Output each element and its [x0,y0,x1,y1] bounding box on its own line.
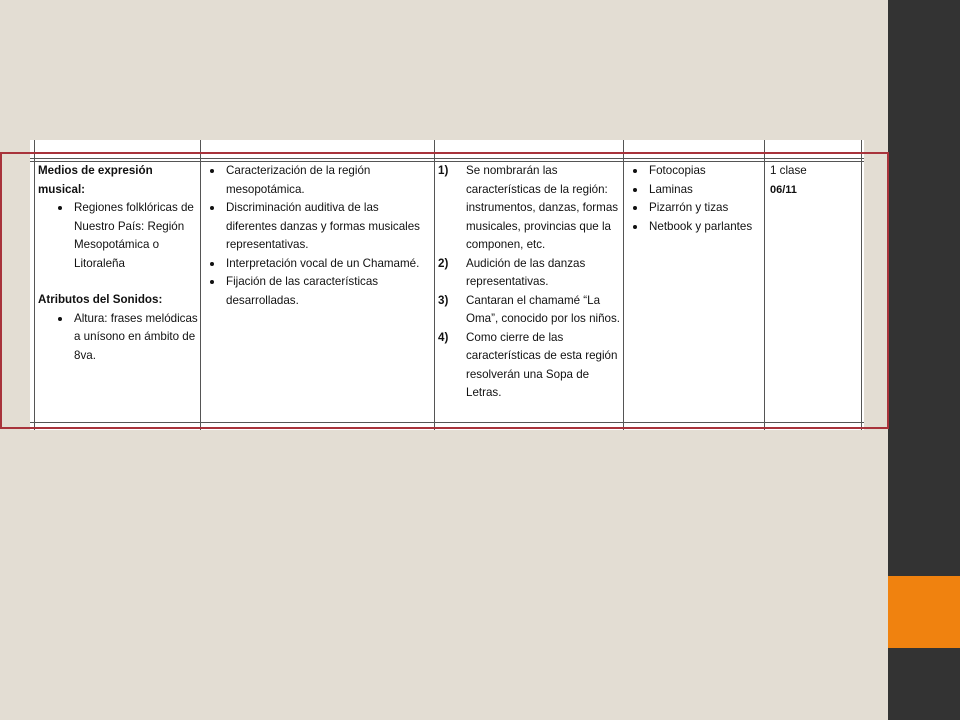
content-item: Regiones folklóricas de Nuestro País: Región Mesopotámica o Litoraleña [52,199,198,273]
activity-number: 1) [438,164,449,177]
content-heading: Medios de expresión musical: [38,164,153,196]
resource-item: Laminas [627,181,762,200]
time-date: 06/11 [770,183,797,196]
activity-text: Audición de las danzas representativas. [466,256,586,288]
objective-item: Caracterización de la región mesopotámica. [204,162,432,199]
orange-accent-block [888,576,960,648]
content-subheading: Atributos del Sonidos: [38,293,163,306]
activity-text: Se nombrarán las características de la región: instrumentos, danzas, formas musicales, provincias que la componen, etc. [466,164,619,251]
resource-item: Pizarrón y tizas [627,199,762,218]
objective-item: Discriminación auditiva de las diferentes danzas y formas musicales representativas. [204,199,432,255]
objective-item: Interpretación vocal de un Chamamé. [204,255,432,274]
activity-text: Cantaran el chamamé “La Oma”, conocido por los niños. [466,293,621,325]
content-subitem: Altura: frases melódicas a unísono en ámbito de 8va. [52,310,198,366]
time-duration: 1 clase [770,164,807,177]
activity-number: 2) [438,256,449,270]
highlight-frame [0,152,889,429]
resource-item: Netbook y parlantes [627,218,762,237]
activity-number: 3) [438,293,449,307]
activity-number: 4) [438,330,449,344]
resource-item: Fotocopias [627,162,762,181]
activity-text: Como cierre de las características de esta región resolverán una Sopa de Letras. [466,330,618,399]
objective-item: Fijación de las características desarrolladas. [204,273,432,310]
